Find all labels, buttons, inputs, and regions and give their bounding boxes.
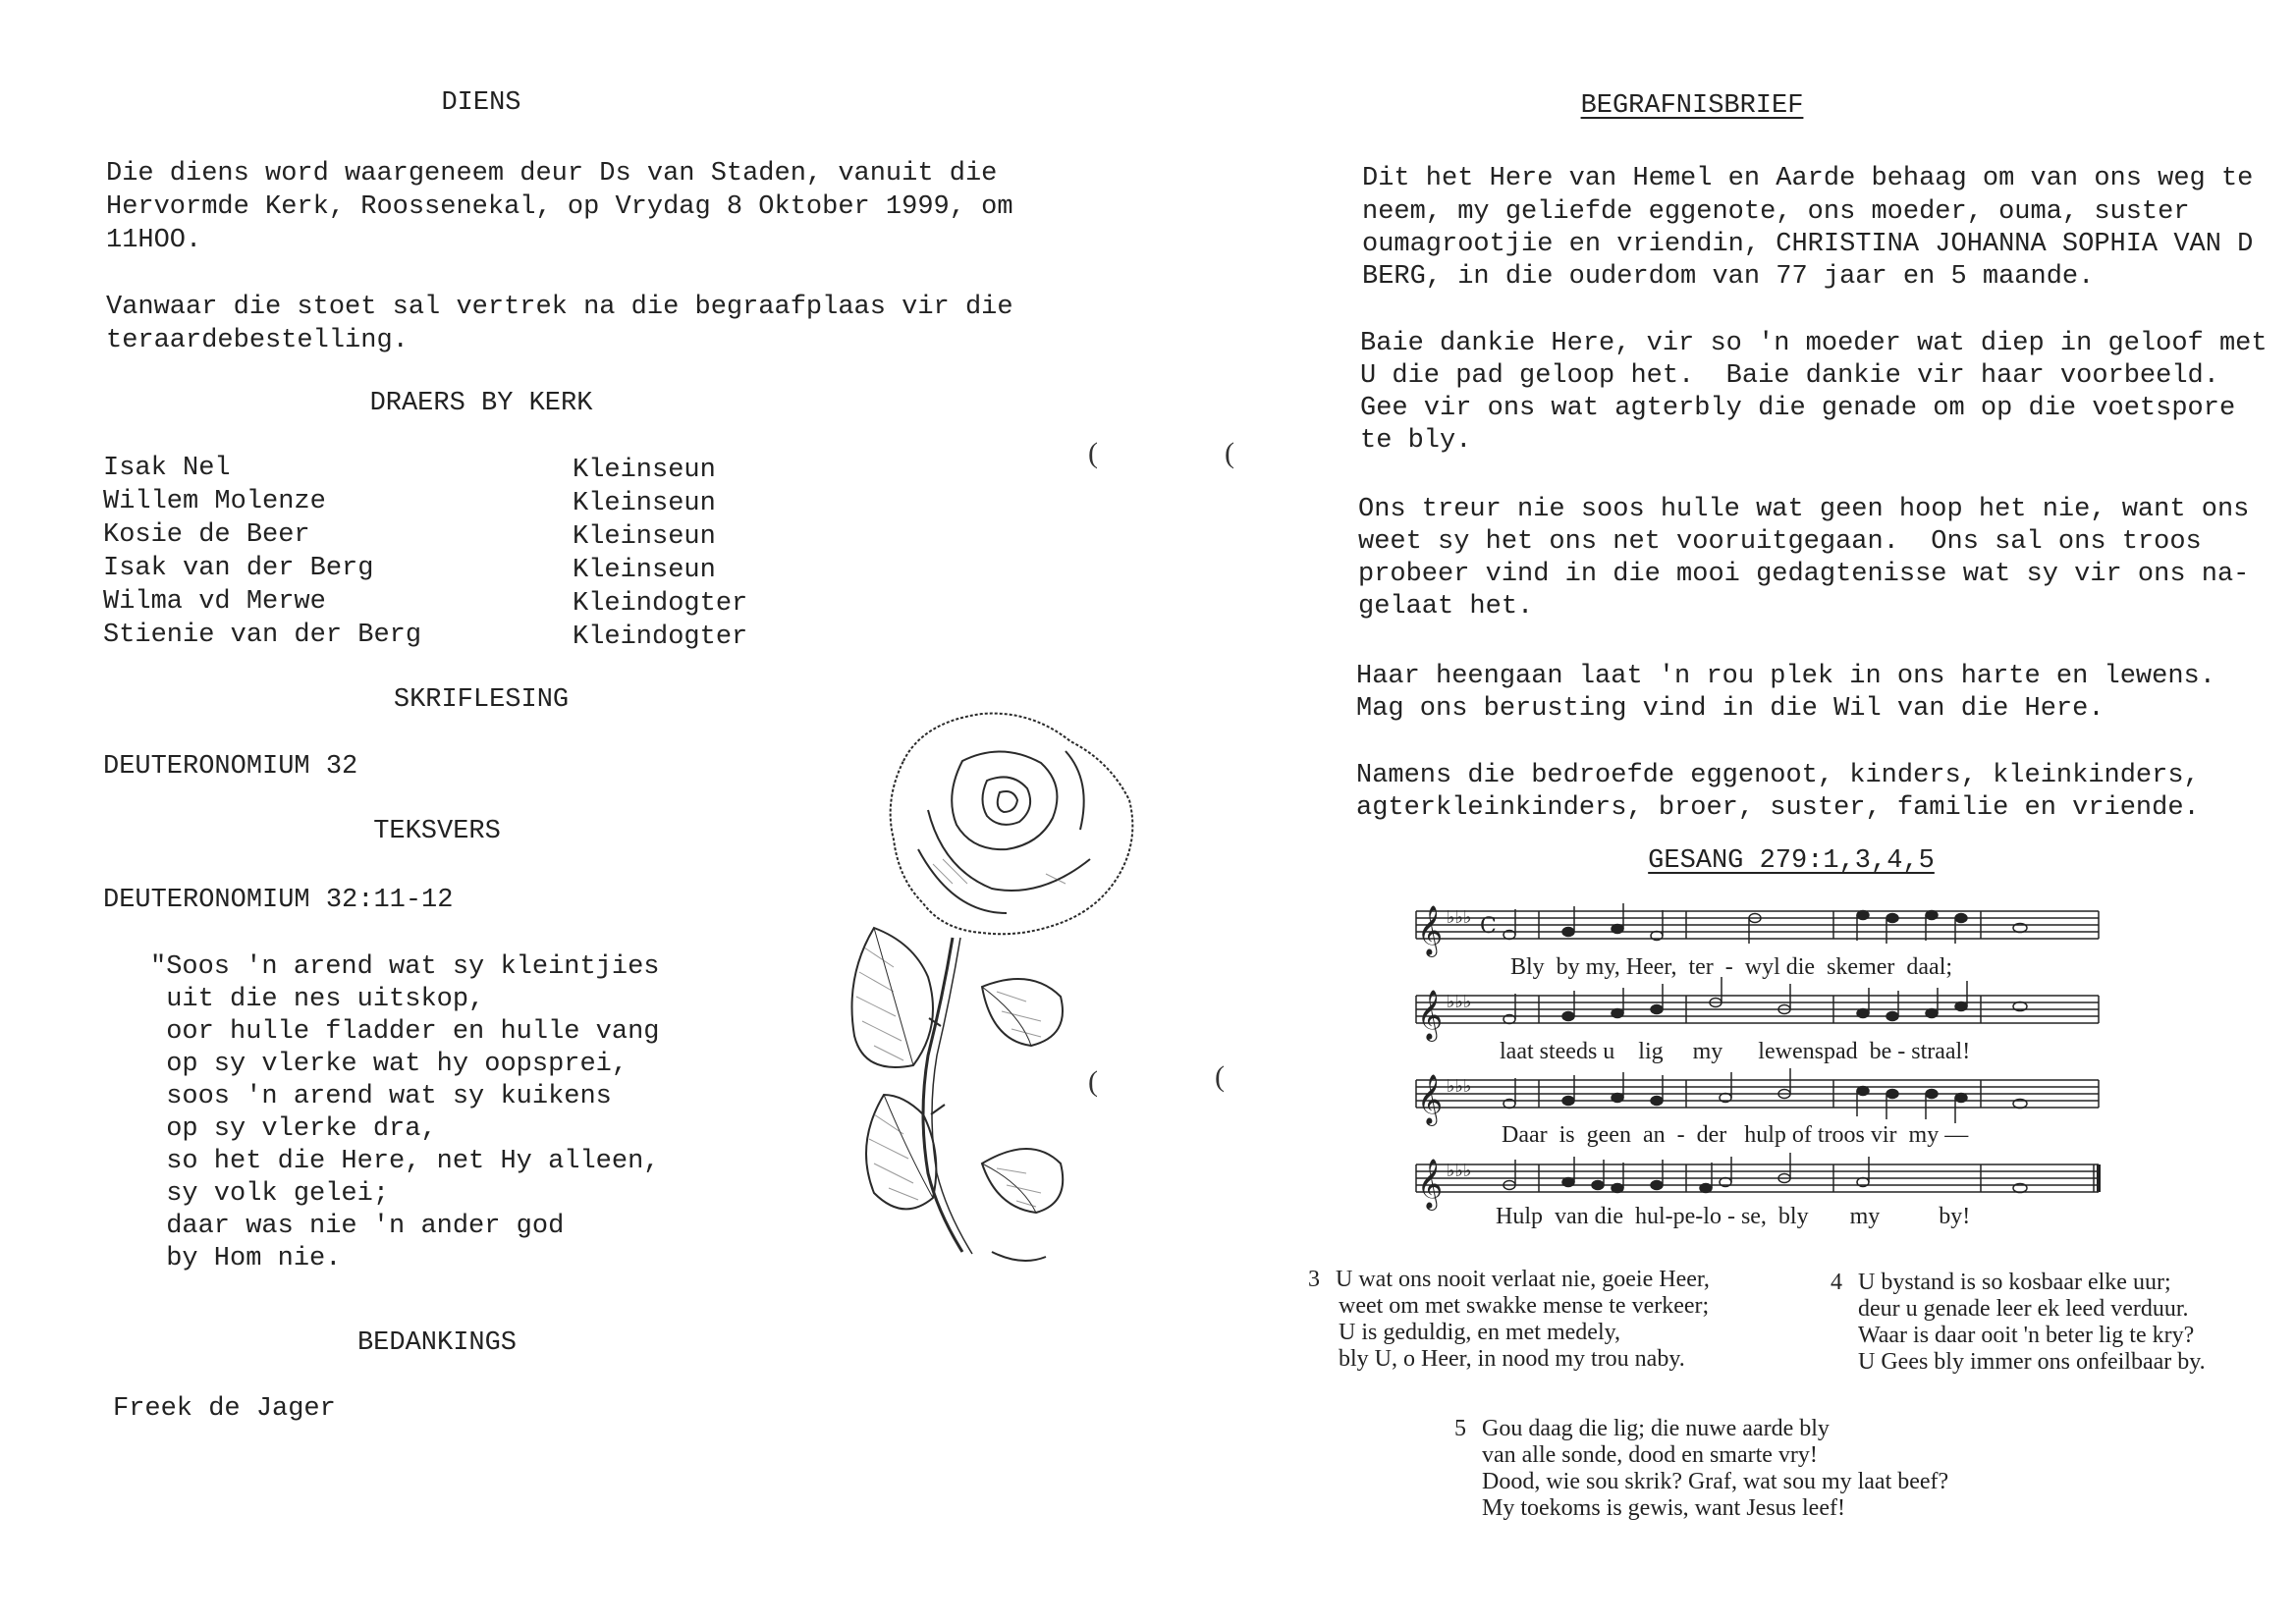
hymn-lyric-line-2: laat steeds u lig my lewenspad be - straal! — [1500, 1039, 1971, 1064]
verse-3-number: 3 — [1308, 1267, 1320, 1292]
diens-line-3: 11HOO. — [106, 226, 202, 255]
para1-line-4: BERG, in die ouderdom van 77 jaar en 5 maande. — [1362, 262, 2095, 292]
bedankings-heading: BEDANKINGS — [356, 1328, 518, 1358]
para1-line-3: oumagrootjie en vriendin, CHRISTINA JOHANNA SOPHIA VAN D — [1362, 230, 2254, 259]
draers-heading: DRAERS BY KERK — [369, 389, 593, 418]
stoet-line-1: Vanwaar die stoet sal vertrek na die begraafplaas vir die — [106, 293, 1013, 322]
para5-line-1: Namens die bedroefde eggenoot, kinders, kleinkinders, — [1356, 761, 2200, 790]
right-page — [1148, 0, 2296, 1624]
para1-line-1: Dit het Here van Hemel en Aarde behaag om van ons weg te — [1362, 164, 2254, 193]
para4-line-1: Haar heengaan laat 'n rou plek in ons harte en lewens. — [1356, 662, 2215, 691]
begrafnisbrief-heading: BEGRAFNISBRIEF — [1580, 91, 1804, 121]
rose-illustration — [835, 702, 1149, 1281]
svg-text:♭♭♭: ♭♭♭ — [1447, 1076, 1472, 1097]
verse-3 — [1308, 1267, 1710, 1373]
pallbearer-name-5: Wilma vd Merwe — [103, 587, 326, 617]
quote-line-5: soos 'n arend wat sy kuikens — [150, 1082, 612, 1111]
quote-line-1: "Soos 'n arend wat sy kleintjies — [150, 952, 660, 982]
verse-5-line-4: My toekoms is gewis, want Jesus leef! — [1482, 1495, 1845, 1521]
hymn-lyric-line-1: Bly by my, Heer, ter - wyl die skemer daal; — [1510, 954, 1953, 980]
skriflesing-heading: SKRIFLESING — [393, 685, 570, 715]
treble-clef-icon: 𝄞 — [1417, 1074, 1444, 1124]
para2-line-1: Baie dankie Here, vir so 'n moeder wat diep in geloof met — [1360, 329, 2268, 358]
pallbearer-name-4: Isak van der Berg — [103, 554, 374, 583]
pallbearer-role-2: Kleinseun — [573, 489, 716, 518]
para2-line-2: U die pad geloop het. Baie dankie vir haar voorbeeld. — [1360, 361, 2219, 391]
para2-line-4: te bly. — [1360, 426, 1472, 456]
diens-heading: DIENS — [441, 88, 521, 118]
bedankings-name: Freek de Jager — [113, 1394, 336, 1424]
svg-text:♭♭♭: ♭♭♭ — [1447, 1161, 1472, 1181]
para5-line-2: agterkleinkinders, broer, suster, familie en vriende. — [1356, 793, 2200, 823]
quote-line-9: daar was nie 'n ander god — [150, 1212, 565, 1241]
verse-4-line-3: Waar is daar ooit 'n beter lig te kry? — [1858, 1323, 2195, 1348]
para3-line-4: gelaat het. — [1358, 592, 1534, 622]
stoet-line-2: teraardebestelling. — [106, 326, 409, 355]
verse-5 — [1454, 1416, 1949, 1522]
scan-mark: ( — [1088, 437, 1098, 469]
pallbearer-role-3: Kleinseun — [573, 522, 716, 552]
verse-3-line-4: bly U, o Heer, in nood my trou naby. — [1339, 1346, 1685, 1372]
verse-3-line-1: U wat ons nooit verlaat nie, goeie Heer, — [1336, 1267, 1710, 1292]
treble-clef-icon: 𝄞 — [1417, 990, 1444, 1040]
svg-text:♭♭♭: ♭♭♭ — [1447, 992, 1472, 1012]
hymn-score — [1411, 901, 2118, 1235]
svg-text:C: C — [1480, 914, 1497, 939]
pallbearer-name-3: Kosie de Beer — [103, 520, 310, 550]
skriflesing-ref: DEUTERONOMIUM 32 — [103, 752, 358, 782]
svg-text:♭♭♭: ♭♭♭ — [1447, 907, 1472, 928]
pallbearer-name-6: Stienie van der Berg — [103, 621, 422, 650]
verse-5-number: 5 — [1454, 1416, 1466, 1441]
verse-3-line-3: U is geduldig, en met medely, — [1339, 1320, 1621, 1345]
verse-5-line-2: van alle sonde, dood en smarte vry! — [1482, 1442, 1818, 1468]
pallbearer-role-6: Kleindogter — [573, 623, 748, 652]
verse-4-number: 4 — [1831, 1270, 1842, 1295]
verse-4-line-4: U Gees bly immer ons onfeilbaar by. — [1858, 1349, 2206, 1375]
pallbearer-role-4: Kleinseun — [573, 556, 716, 585]
pallbearer-role-5: Kleindogter — [573, 589, 748, 619]
hymn-lyric-line-4: Hulp van die hul-pe-lo - se, bly my by! — [1496, 1204, 1971, 1229]
para3-line-1: Ons treur nie soos hulle wat geen hoop het nie, want ons — [1358, 495, 2250, 524]
quote-line-10: by Hom nie. — [150, 1244, 342, 1273]
scan-mark: ( — [1088, 1065, 1098, 1098]
quote-line-7: so het die Here, net Hy alleen, — [150, 1147, 660, 1176]
pallbearer-name-1: Isak Nel — [103, 454, 231, 483]
quote-line-6: op sy vlerke dra, — [150, 1114, 437, 1144]
diens-line-1: Die diens word waargeneem deur Ds van Staden, vanuit die — [106, 159, 998, 189]
verse-5-line-1: Gou daag die lig; die nuwe aarde bly — [1482, 1416, 1830, 1441]
para3-line-3: probeer vind in die mooi gedagtenisse wat sy vir ons na- — [1358, 560, 2250, 589]
quote-line-2: uit die nes uitskop, — [150, 985, 485, 1014]
para4-line-2: Mag ons berusting vind in die Wil van die Here. — [1356, 694, 2105, 724]
pallbearer-role-1: Kleinseun — [573, 456, 716, 485]
verse-3-line-2: weet om met swakke mense te verkeer; — [1339, 1293, 1710, 1319]
quote-line-4: op sy vlerke wat hy oopsprei, — [150, 1050, 629, 1079]
verse-5-line-3: Dood, wie sou skrik? Graf, wat sou my laat beef? — [1482, 1469, 1949, 1494]
scan-mark: ( — [1215, 1060, 1225, 1093]
hymn-lyric-line-3: Daar is geen an - der hulp of troos vir my — — [1502, 1122, 1969, 1148]
scan-mark: ( — [1225, 437, 1234, 469]
pallbearer-name-2: Willem Molenze — [103, 487, 326, 516]
verse-4-line-1: U bystand is so kosbaar elke uur; — [1858, 1270, 2171, 1295]
gesang-heading: GESANG 279:1,3,4,5 — [1648, 846, 1935, 876]
diens-line-2: Hervormde Kerk, Roossenekal, op Vrydag 8 Oktober 1999, om — [106, 192, 1013, 222]
teksvers-heading: TEKSVERS — [373, 817, 501, 846]
para3-line-2: weet sy het ons net vooruitgegaan. Ons sal ons troos — [1358, 527, 2202, 557]
treble-clef-icon: 𝄞 — [1417, 905, 1444, 955]
treble-clef-icon: 𝄞 — [1417, 1159, 1444, 1209]
teksvers-ref: DEUTERONOMIUM 32:11-12 — [103, 886, 454, 915]
verse-4 — [1831, 1270, 2206, 1376]
para1-line-2: neem, my geliefde eggenote, ons moeder, ouma, suster — [1362, 197, 2190, 227]
quote-line-8: sy volk gelei; — [150, 1179, 390, 1209]
quote-line-3: oor hulle fladder en hulle vang — [150, 1017, 660, 1047]
verse-4-line-2: deur u genade leer ek leed verduur. — [1858, 1296, 2189, 1322]
para2-line-3: Gee vir ons wat agterbly die genade om op die voetspore — [1360, 394, 2236, 423]
